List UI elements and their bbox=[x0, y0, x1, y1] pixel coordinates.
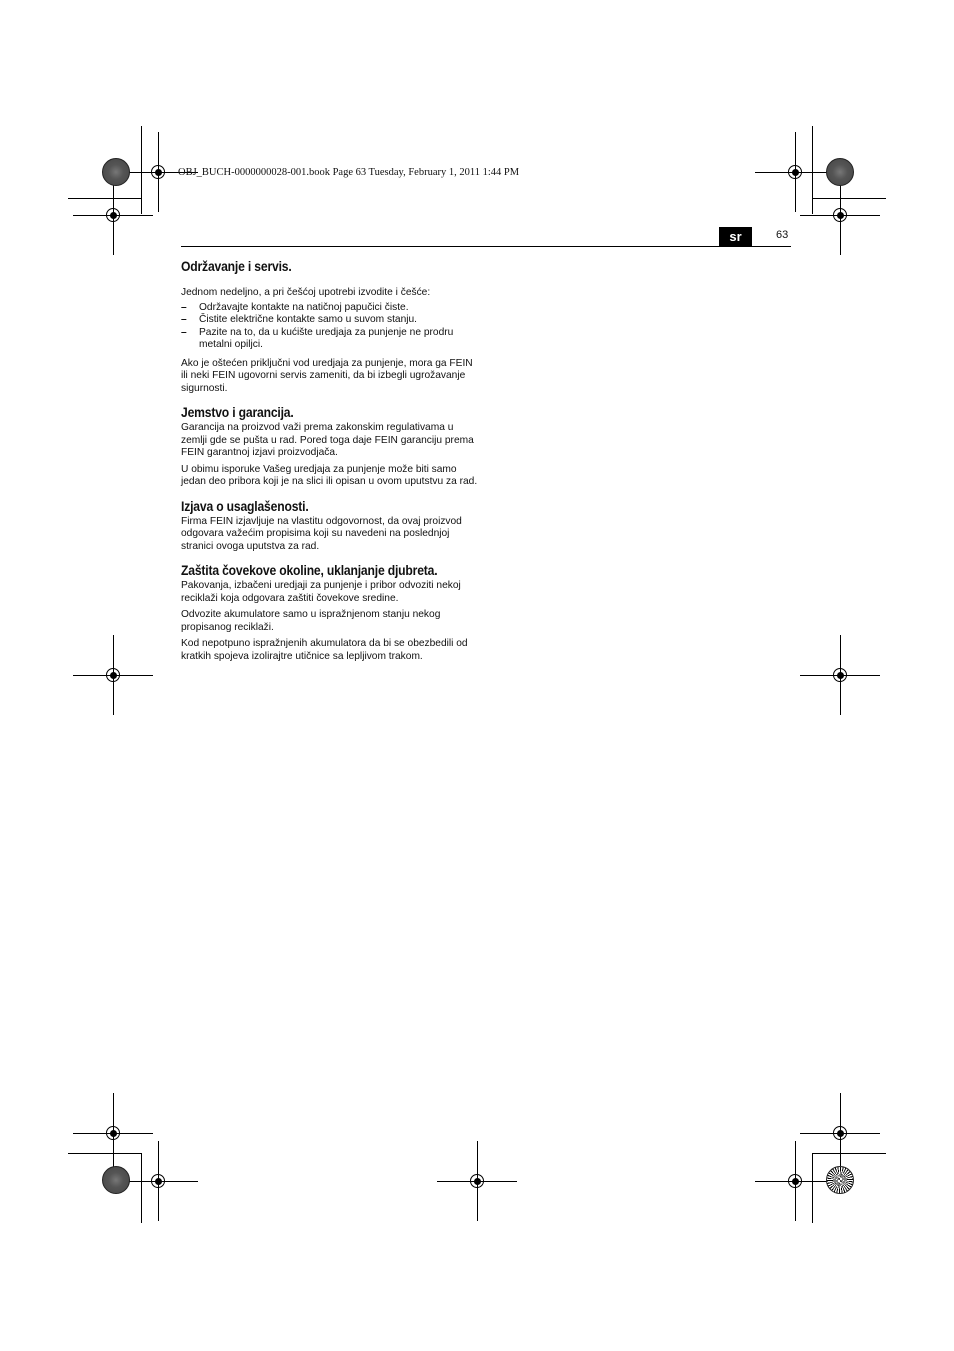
crop-mark bbox=[68, 198, 142, 199]
section-title: Zaštita čovekove okoline, uklanjanje djubreta. bbox=[181, 563, 438, 578]
paragraph: Kod nepotpuno ispražnjenih akumulatora da bi se obezbedili od kratkih spojeva izolirajtre utičnice sa lepljivom trakom. bbox=[181, 638, 468, 662]
crop-mark bbox=[68, 1153, 142, 1154]
color-target-icon bbox=[102, 1166, 130, 1194]
crop-mark bbox=[141, 1153, 142, 1223]
section-title: Izjava o usaglašenosti. bbox=[181, 498, 309, 514]
crop-mark bbox=[812, 198, 886, 199]
paragraph: U obimu isporuke Vašeg uredjaja za punjenje može biti samo jedan deo pribora koji je na slici ili opisan u ovom uputstvu za rad. bbox=[181, 463, 478, 487]
crop-mark bbox=[812, 126, 813, 214]
crop-mark bbox=[812, 1153, 813, 1223]
paragraph: Odvozite akumulatore samo u ispražnjenom stanju nekog propisanog reciklaži. bbox=[181, 609, 441, 633]
section-maintenance bbox=[181, 258, 481, 395]
page-number: 63 bbox=[776, 229, 789, 241]
main-column bbox=[181, 258, 481, 672]
crop-mark bbox=[141, 126, 142, 214]
color-target-icon bbox=[826, 158, 854, 186]
bullet-list bbox=[181, 302, 481, 352]
color-target-icon bbox=[102, 158, 130, 186]
section-warranty bbox=[181, 404, 481, 489]
section-title: Održavanje i servis. bbox=[181, 259, 292, 274]
list-item: – Čistite električne kontakte samo u suvom stanju. bbox=[181, 314, 481, 327]
section-title: Jemstvo i garancija. bbox=[181, 405, 294, 420]
paragraph: Pakovanja, izbačeni uredjaji za punjenje i pribor odvoziti nekoj reciklaži koja odgovara zaštiti čovekove sredine. bbox=[181, 580, 461, 604]
list-item: – Pazite na to, da u kućište uredjaja za punjenje ne prodru metalni opiljci. bbox=[181, 327, 481, 352]
crop-mark bbox=[812, 1153, 886, 1154]
section-intro: Jednom nedeljno, a pri češćoj upotrebi izvodite i češće: bbox=[181, 287, 431, 298]
print-slug: OBJ_BUCH-0000000028-001.book Page 63 Tuesday, February 1, 2011 1:44 PM bbox=[178, 167, 520, 178]
starburst-target-icon bbox=[826, 1166, 854, 1194]
paragraph: Ako je oštećen priključni vod uredjaja za punjenje, mora ga FEIN ili neki FEIN ugovorni servis zameniti, da bi izbegli ugrožavanje sigurnosti. bbox=[181, 357, 473, 394]
paragraph: Garancija na proizvod važi prema zakonskim regulativama u zemlji gde se pušta u rad. Pored toga daje FEIN garanciju prema FEIN garantnoj izjavi proizvodjača. bbox=[181, 422, 474, 458]
language-badge: sr bbox=[719, 227, 752, 247]
section-conformity bbox=[181, 498, 481, 554]
paragraph: Firma FEIN izjavljuje na vlastitu odgovornost, da ovaj proizvod odgovara važećim propisima koji su navedeni na poslednjoj stranici ovoga uputstva za rad. bbox=[181, 515, 462, 552]
section-environment bbox=[181, 562, 481, 663]
list-item: – Održavajte kontakte na natičnoj papučici čiste. bbox=[181, 302, 481, 315]
header-rule bbox=[181, 246, 791, 247]
